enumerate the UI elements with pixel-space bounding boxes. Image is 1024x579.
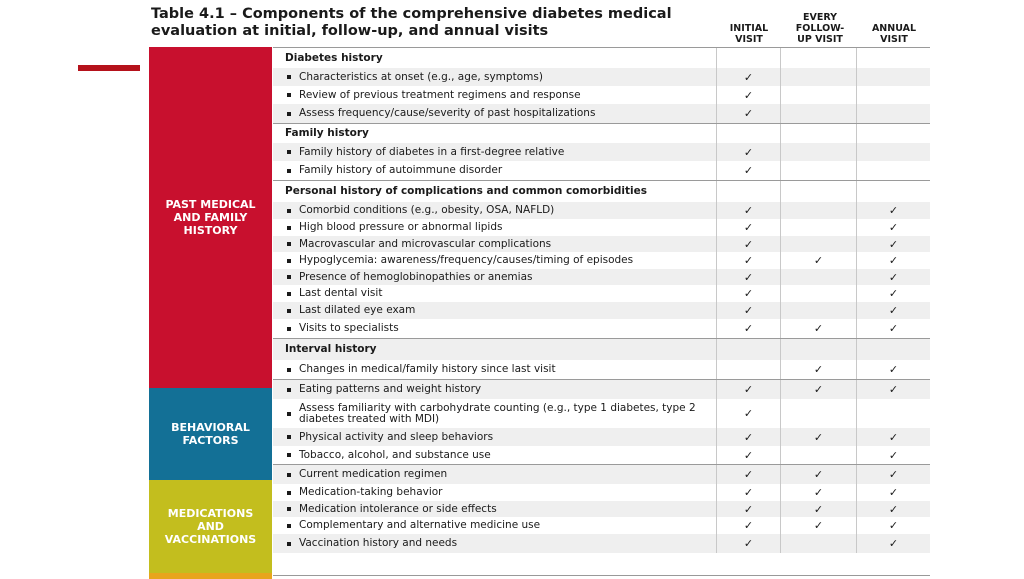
table-row xyxy=(273,399,930,428)
annual-visit-cell xyxy=(856,86,930,104)
every-follow-up-cell: ✓ xyxy=(780,380,856,399)
evaluation-table xyxy=(273,47,930,553)
table-row xyxy=(273,302,930,319)
every-follow-up-cell xyxy=(780,302,856,319)
every-follow-up-cell: ✓ xyxy=(780,517,856,534)
annual-visit-cell xyxy=(856,104,930,123)
initial-visit-cell xyxy=(716,360,780,379)
row-item-label: Characteristics at onset (e.g., age, symptoms) xyxy=(273,68,716,86)
annual-visit-cell xyxy=(856,399,930,428)
annual-visit-cell: ✓ xyxy=(856,269,930,285)
initial-visit-cell: ✓ xyxy=(716,319,780,338)
table-row xyxy=(273,534,930,553)
initial-visit-cell: ✓ xyxy=(716,446,780,464)
table-row xyxy=(273,446,930,464)
annual-visit-cell: ✓ xyxy=(856,202,930,219)
annual-visit-cell: ✓ xyxy=(856,517,930,534)
row-item-label: Family history of autoimmune disorder xyxy=(273,161,716,180)
table-row xyxy=(273,285,930,302)
section-header-row xyxy=(273,47,930,68)
initial-visit-cell: ✓ xyxy=(716,219,780,236)
table-row xyxy=(273,219,930,236)
annual-visit-cell: ✓ xyxy=(856,302,930,319)
category-behavioral-factors: BEHAVIORAL FACTORS xyxy=(149,388,272,480)
every-follow-up-cell xyxy=(780,219,856,236)
every-follow-up-cell xyxy=(780,339,856,360)
every-follow-up-cell xyxy=(780,534,856,553)
section-header-label: Interval history xyxy=(285,343,377,355)
table-title: Table 4.1 – Components of the comprehensive diabetes medical evaluation at initial, follow-up, and annual visits xyxy=(151,6,672,39)
every-follow-up-cell: ✓ xyxy=(780,319,856,338)
table-row xyxy=(273,104,930,123)
table-row xyxy=(273,517,930,534)
row-item-label: Last dental visit xyxy=(273,285,716,302)
every-follow-up-cell: ✓ xyxy=(780,501,856,517)
initial-visit-cell: ✓ xyxy=(716,517,780,534)
annual-visit-cell: ✓ xyxy=(856,380,930,399)
row-item-label: Presence of hemoglobinopathies or anemias xyxy=(273,269,716,285)
every-follow-up-cell xyxy=(780,143,856,161)
annual-visit-cell xyxy=(856,124,930,143)
table-row xyxy=(273,319,930,338)
annual-visit-cell: ✓ xyxy=(856,484,930,501)
every-follow-up-cell xyxy=(780,48,856,68)
column-header-every-follow-up-visit: EVERY FOLLOW- UP VISIT xyxy=(795,12,845,45)
section-header-label: Personal history of complications and common comorbidities xyxy=(285,185,647,197)
initial-visit-cell xyxy=(716,124,780,143)
every-follow-up-cell xyxy=(780,124,856,143)
every-follow-up-cell xyxy=(780,285,856,302)
every-follow-up-cell: ✓ xyxy=(780,465,856,484)
annual-visit-cell: ✓ xyxy=(856,236,930,252)
row-item-label: Vaccination history and needs xyxy=(273,534,716,553)
annual-visit-cell: ✓ xyxy=(856,428,930,446)
initial-visit-cell xyxy=(716,181,780,202)
every-follow-up-cell xyxy=(780,202,856,219)
table-row xyxy=(273,202,930,219)
annual-visit-cell xyxy=(856,68,930,86)
annual-visit-cell xyxy=(856,181,930,202)
table-row xyxy=(273,484,930,501)
initial-visit-cell: ✓ xyxy=(716,285,780,302)
row-item-label: Hypoglycemia: awareness/frequency/causes/timing of episodes xyxy=(273,252,716,269)
annual-visit-cell: ✓ xyxy=(856,446,930,464)
row-item-label: Assess frequency/cause/severity of past hospitalizations xyxy=(273,104,716,123)
every-follow-up-cell xyxy=(780,399,856,428)
initial-visit-cell xyxy=(716,339,780,360)
row-item-label: Assess familiarity with carbohydrate counting (e.g., type 1 diabetes, type 2 diabetes treated with MDI) xyxy=(273,399,716,428)
table-row xyxy=(273,161,930,180)
annual-visit-cell xyxy=(856,143,930,161)
every-follow-up-cell xyxy=(780,68,856,86)
row-item-label: Changes in medical/family history since last visit xyxy=(273,360,716,379)
initial-visit-cell: ✓ xyxy=(716,501,780,517)
row-item-label: Medication-taking behavior xyxy=(273,484,716,501)
row-item-label: Physical activity and sleep behaviors xyxy=(273,428,716,446)
category-past-medical-family-history: PAST MEDICAL AND FAMILY HISTORY xyxy=(149,47,272,388)
row-item-label: Macrovascular and microvascular complications xyxy=(273,236,716,252)
row-item-label: Complementary and alternative medicine use xyxy=(273,517,716,534)
every-follow-up-cell: ✓ xyxy=(780,360,856,379)
row-item-label: Visits to specialists xyxy=(273,319,716,338)
annual-visit-cell: ✓ xyxy=(856,360,930,379)
row-item-label: Last dilated eye exam xyxy=(273,302,716,319)
every-follow-up-cell xyxy=(780,161,856,180)
annual-visit-cell: ✓ xyxy=(856,285,930,302)
initial-visit-cell: ✓ xyxy=(716,104,780,123)
table-row xyxy=(273,269,930,285)
table-row xyxy=(273,236,930,252)
initial-visit-cell: ✓ xyxy=(716,143,780,161)
initial-visit-cell: ✓ xyxy=(716,380,780,399)
annual-visit-cell: ✓ xyxy=(856,252,930,269)
initial-visit-cell: ✓ xyxy=(716,161,780,180)
annual-visit-cell: ✓ xyxy=(856,219,930,236)
initial-visit-cell: ✓ xyxy=(716,236,780,252)
row-item-label: Current medication regimen xyxy=(273,465,716,484)
row-item-label: Review of previous treatment regimens and response xyxy=(273,86,716,104)
every-follow-up-cell xyxy=(780,104,856,123)
initial-visit-cell: ✓ xyxy=(716,534,780,553)
initial-visit-cell: ✓ xyxy=(716,86,780,104)
table-row xyxy=(273,86,930,104)
every-follow-up-cell xyxy=(780,446,856,464)
every-follow-up-cell: ✓ xyxy=(780,484,856,501)
row-item-label: Eating patterns and weight history xyxy=(273,380,716,399)
row-item-label: Tobacco, alcohol, and substance use xyxy=(273,446,716,464)
section-header-row xyxy=(273,123,930,143)
every-follow-up-cell: ✓ xyxy=(780,428,856,446)
table-row xyxy=(273,360,930,379)
annual-visit-cell: ✓ xyxy=(856,319,930,338)
annual-visit-cell: ✓ xyxy=(856,534,930,553)
every-follow-up-cell xyxy=(780,236,856,252)
table-row xyxy=(273,143,930,161)
row-item-label: Comorbid conditions (e.g., obesity, OSA, NAFLD) xyxy=(273,202,716,219)
annual-visit-cell xyxy=(856,48,930,68)
annual-visit-cell xyxy=(856,161,930,180)
every-follow-up-cell: ✓ xyxy=(780,252,856,269)
accent-bar xyxy=(78,65,140,71)
initial-visit-cell xyxy=(716,48,780,68)
table-row xyxy=(273,464,930,484)
initial-visit-cell: ✓ xyxy=(716,269,780,285)
table-row xyxy=(273,68,930,86)
category-medications-vaccinations: MEDICATIONS AND VACCINATIONS xyxy=(149,480,272,573)
table-row xyxy=(273,501,930,517)
table-row xyxy=(273,428,930,446)
section-header-label: Diabetes history xyxy=(285,51,383,64)
table-row xyxy=(273,252,930,269)
initial-visit-cell: ✓ xyxy=(716,68,780,86)
initial-visit-cell: ✓ xyxy=(716,484,780,501)
initial-visit-cell: ✓ xyxy=(716,202,780,219)
column-header-initial-visit: INITIAL VISIT xyxy=(729,23,769,45)
every-follow-up-cell xyxy=(780,269,856,285)
row-item-label: Medication intolerance or side effects xyxy=(273,501,716,517)
section-header-row xyxy=(273,180,930,202)
every-follow-up-cell xyxy=(780,86,856,104)
column-header-annual-visit: ANNUAL VISIT xyxy=(871,23,917,45)
initial-visit-cell: ✓ xyxy=(716,465,780,484)
table-row xyxy=(273,379,930,399)
initial-visit-cell: ✓ xyxy=(716,252,780,269)
section-header-row xyxy=(273,338,930,360)
category-next-section-strip xyxy=(149,573,272,579)
annual-visit-cell xyxy=(856,339,930,360)
section-header-label: Family history xyxy=(285,127,369,139)
initial-visit-cell: ✓ xyxy=(716,428,780,446)
annual-visit-cell: ✓ xyxy=(856,465,930,484)
every-follow-up-cell xyxy=(780,181,856,202)
row-item-label: Family history of diabetes in a first-degree relative xyxy=(273,143,716,161)
initial-visit-cell: ✓ xyxy=(716,399,780,428)
initial-visit-cell: ✓ xyxy=(716,302,780,319)
annual-visit-cell: ✓ xyxy=(856,501,930,517)
row-item-label: High blood pressure or abnormal lipids xyxy=(273,219,716,236)
